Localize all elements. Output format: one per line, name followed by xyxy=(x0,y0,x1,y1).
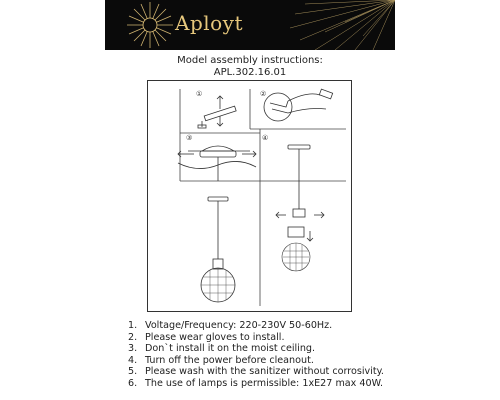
step-2-marker: ② xyxy=(260,90,267,98)
ceiling-canopy-icon xyxy=(178,146,256,181)
model-number: APL.302.16.01 xyxy=(213,67,287,78)
assembled-pendant-icon xyxy=(201,197,235,302)
brand-name: Aployt xyxy=(175,11,244,35)
list-item: 5. Please wash with the sanitizer without corrosivity. xyxy=(128,366,384,378)
assembly-diagram xyxy=(147,80,352,312)
step-1-marker: ① xyxy=(196,90,203,98)
mounting-bracket-icon xyxy=(198,96,236,128)
wire-connector-icon xyxy=(264,89,333,121)
list-item: 6. The use of lamps is permissible: 1xE27 max 40W. xyxy=(128,377,384,389)
step-3-marker: ③ xyxy=(186,134,193,142)
list-item: 1. Voltage/Frequency: 220-230V 50-60Hz. xyxy=(128,320,333,331)
list-item: 2. Please wear gloves to install. xyxy=(128,331,285,343)
brand-banner xyxy=(105,0,395,50)
step-4-marker: ④ xyxy=(262,134,269,142)
list-item: 4. Turn off the power before cleanout. xyxy=(128,354,314,366)
instruction-list xyxy=(128,320,384,390)
sunburst-logo-icon xyxy=(105,0,395,50)
pendant-lamp-icon xyxy=(276,145,324,241)
list-item: 3. Don`t install it on the moist ceiling. xyxy=(128,343,316,355)
document-title: Model assembly instructions: xyxy=(177,55,323,66)
glass-globe-icon xyxy=(282,243,310,271)
